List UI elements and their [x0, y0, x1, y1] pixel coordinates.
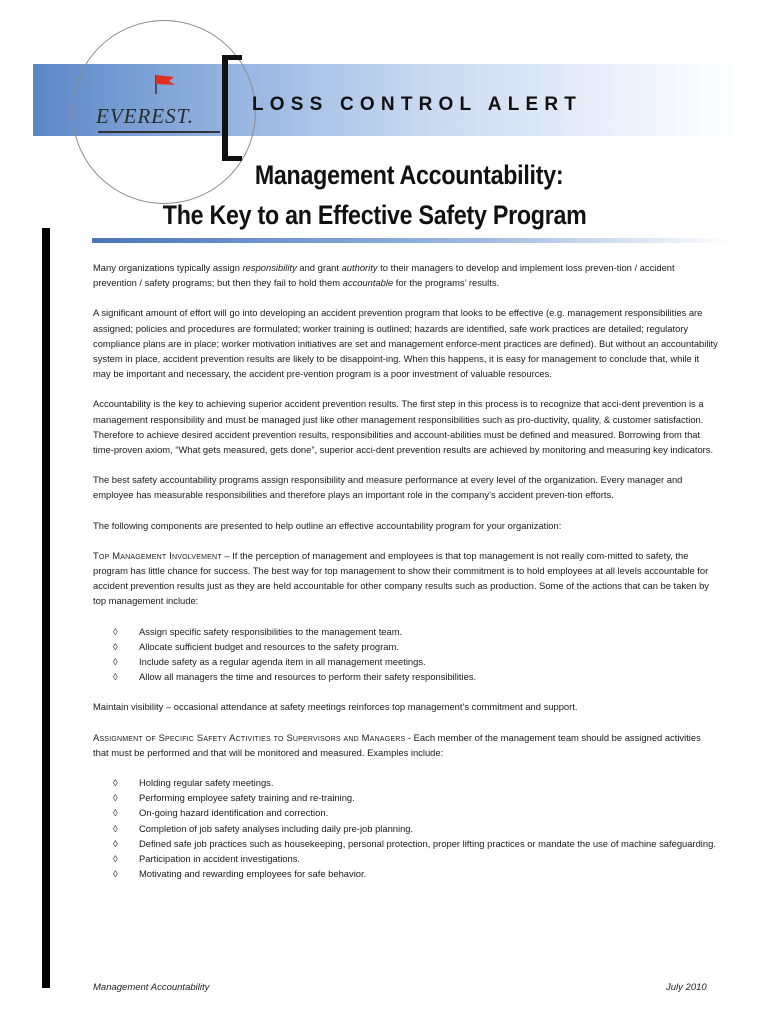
left-margin-bar — [42, 228, 50, 988]
list-item: ◊ Allocate sufficient budget and resources to the safety program. — [93, 639, 718, 654]
diamond-bullet-icon: ◊ — [113, 640, 118, 652]
diamond-bullet-icon: ◊ — [113, 625, 118, 637]
footer-title: Management Accountability — [93, 982, 210, 993]
flag-icon — [150, 71, 180, 95]
section2-list — [93, 775, 718, 881]
diamond-bullet-icon: ◊ — [113, 822, 118, 834]
intro-paragraph-4: The best safety accountability programs assign responsibility and measure performance at every level of the organization. Every manager and employee has measurable responsibilities and therefore plays an important role in the company’s accident preven-tion efforts. — [93, 474, 683, 501]
diamond-bullet-icon: ◊ — [113, 777, 118, 789]
article-body — [93, 260, 718, 897]
alert-title: LOSS CONTROL ALERT — [252, 94, 583, 115]
diamond-bullet-icon: ◊ — [113, 807, 118, 819]
logo-underline — [98, 131, 220, 133]
list-item: ◊ Defined safe job practices such as housekeeping, personal protection, proper lifting practices or mandate the use of machine safeguarding. — [93, 836, 718, 851]
diamond-bullet-icon: ◊ — [113, 837, 118, 849]
diamond-bullet-icon: ◊ — [113, 853, 118, 865]
intro-paragraph-3: Accountability is the key to achieving superior accident prevention results. The first step in this process is to recognize that acci-dent prevention is a management responsibility and must be managed just like other management responsibilities such as pro-ductivity, quality, & customer satisfaction. Therefore to achieve desired accident prevention results, responsibilities and account-abilities must be defined and measured. Borrowing from that time-proven axiom, “What gets measured, gets done”, superior acci-dent prevention results are achieved by monitoring and measuring key indicators. — [93, 398, 714, 456]
everest-logo: EVEREST. — [96, 104, 195, 128]
section1-list — [93, 624, 718, 685]
footer-date: July 2010 — [666, 982, 707, 993]
list-item: ◊ Allow all managers the time and resources to perform their safety responsibilities. — [93, 669, 718, 684]
list-item: ◊ Motivating and rewarding employees for safe behavior. — [93, 866, 718, 881]
intro-paragraph-5: The following components are presented to help outline an effective accountability program for your organization: — [93, 519, 562, 531]
intro-paragraph-2: A significant amount of effort will go into developing an accident prevention program that looks to be effective (e.g. management responsibilities are assigned; policies and procedures are formulated; worker training is outlined; hazards are identified, safe work practices are detailed; regulatory compliance plans are in place; worker motivation initiatives are set and management enforce-ment practices are defined). But without an accountability system in place, accident prevention results are likely to be disappoint-ing. When this happens, it is easy for management to conclude that, while it may be important and necessary, the accident pre-vention program is a poor investment of valuable resources. — [93, 307, 718, 380]
diamond-bullet-icon: ◊ — [113, 656, 118, 668]
list-item: ◊ Include safety as a regular agenda item in all management meetings. — [93, 654, 718, 669]
section1-paragraph: Top Management Involvement – If the perception of management and employees is that top management is not really com-mitted to safety, the program has little chance for success. The best way for top management to show their commitment is to hold employees at all levels accountable for accident prevention results just as they are held accountable for other company results such as production. Some of the actions that can be taken by top management include: — [93, 549, 709, 607]
intro-paragraph-1: Many organizations typically assign responsibility and grant authority to their managers to develop and implement loss preven-tion / accident prevention / safety programs; but then they fail to hold them accountable for the programs’ results. — [93, 262, 675, 289]
list-item: ◊ Completion of job safety analyses including daily pre-job planning. — [93, 821, 718, 836]
list-item: ◊ Participation in accident investigations. — [93, 851, 718, 866]
bracket-icon — [222, 55, 242, 161]
section1-heading: Top Management Involvement — [93, 549, 222, 561]
list-item: ◊ On-going hazard identification and correction. — [93, 805, 718, 820]
section1-closing: Maintain visibility – occasional attendance at safety meetings reinforces top management’s commitment and support. — [93, 701, 578, 713]
diamond-bullet-icon: ◊ — [113, 792, 118, 804]
page-title-line1: Management Accountability: — [254, 160, 564, 190]
list-item: ◊ Performing employee safety training and re-training. — [93, 790, 718, 805]
section2-heading: Assignment of Specific Safety Activities to Supervisors and Managers — [93, 731, 406, 743]
list-item: ◊ Holding regular safety meetings. — [93, 775, 718, 790]
diamond-bullet-icon: ◊ — [113, 671, 118, 683]
diamond-bullet-icon: ◊ — [113, 868, 118, 880]
page-title-line2: The Key to an Effective Safety Program — [162, 200, 587, 230]
list-item: ◊ Assign specific safety responsibilities to the management team. — [93, 624, 718, 639]
section2-paragraph: Assignment of Specific Safety Activities to Supervisors and Managers - Each member of the management team should be assigned activities that must be performed and that will be monitored and measured. Examples include: — [93, 731, 701, 758]
title-rule — [92, 238, 732, 243]
